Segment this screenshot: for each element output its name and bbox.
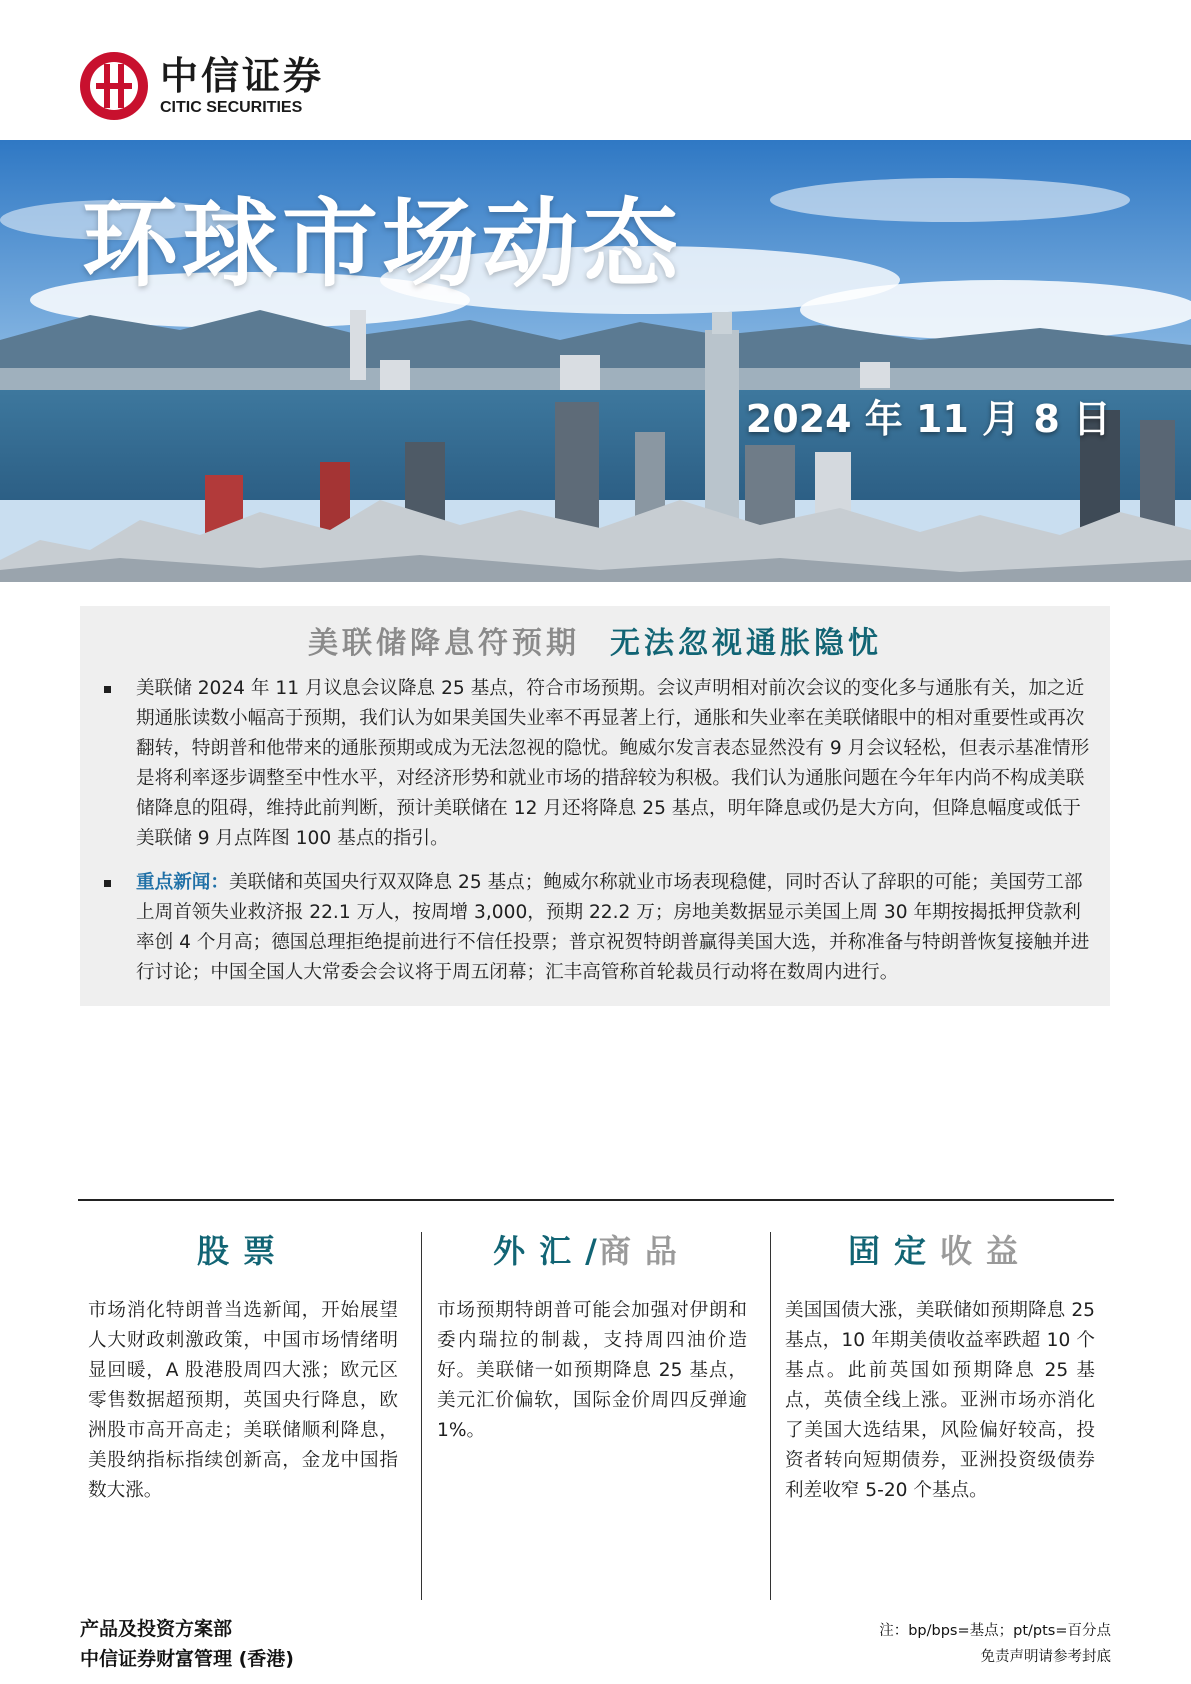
- citic-logo-icon: [78, 50, 150, 122]
- fixed-income-body: 美国国债大涨，美联储如预期降息 25 基点，10 年期美债收益率跌超 10 个基点。此前英国如预期降息 25 基点，英债全线上涨。亚洲市场亦消化了美国大选结果，风险偏好较高，投资者转向短期债券，亚洲投资级债券利差收窄 5-20 个基点。: [785, 1300, 1095, 1501]
- bullet-square-icon: [104, 880, 111, 887]
- equity-title: [88, 1228, 398, 1274]
- fx-commodities-body: 市场预期特朗普可能会加强对伊朗和委内瑞拉的制裁，支持周四油价造好。美联储一如预期降息 25 基点，美元汇价偏软，国际金价周四反弹逾 1%。: [437, 1300, 747, 1441]
- column-divider: [421, 1232, 422, 1600]
- summary-bullets: [94, 674, 1094, 988]
- fx-commodities-column: [437, 1228, 747, 1446]
- summary-heading-part1: 美联储降息符预期: [308, 626, 580, 661]
- logo-chinese-name: 中信证券: [160, 53, 325, 98]
- section-divider: [78, 1199, 1114, 1201]
- footer-department: 产品及投资方案部: [80, 1618, 233, 1640]
- summary-heading: [80, 618, 1110, 662]
- fx-title-separator: /: [585, 1232, 599, 1270]
- commodities-title-text: 商品: [598, 1232, 691, 1270]
- equity-column: [88, 1228, 398, 1506]
- summary-box: [80, 606, 1110, 1006]
- citic-logo: [78, 48, 324, 123]
- fixed-income-column: [785, 1228, 1095, 1506]
- footer-company: 中信证券财富管理 (香港): [80, 1648, 294, 1670]
- report-date: 2024 年 11 月 8 日: [745, 397, 1111, 441]
- key-news-label: 重点新闻：: [136, 872, 229, 893]
- fx-commodities-title: [437, 1228, 747, 1274]
- logo-english-name: CITIC SECURITIES: [160, 98, 303, 116]
- report-title: 环球市场动态: [82, 188, 682, 300]
- fixed-income-title: [785, 1228, 1095, 1274]
- summary-heading-part2: 无法忽视通胀隐忧: [610, 626, 882, 661]
- equity-body: 市场消化特朗普当选新闻，开始展望人大财政刺激政策，中国市场情绪明显回暖，A 股港股周四大涨；欧元区零售数据超预期，英国央行降息，欧洲股市高开高走；美联储顺利降息，美股纳指标指续创新高，金龙中国指数大涨。: [88, 1300, 398, 1501]
- footer-left: [80, 1614, 294, 1674]
- summary-bullet-fed-text: 美联储 2024 年 11 月议息会议降息 25 基点，符合市场预期。会议声明相对前次会议的变化多与通胀有关，加之近期通胀读数小幅高于预期，我们认为如果美国失业率不再显著上行，通胀和失业率在美联储眼中的相对重要性或再次翻转，特朗普和他带来的通胀预期或成为无法忽视的隐忧。鲍威尔发言表态显然没有 9 月会议轻松，但表示基准情形是将利率逐步调整至中性水平，对经济形势和就业市场的措辞较为积极。我们认为通胀问题在今年年内尚不构成美联储降息的阻碍，维持此前判断，预计美联储在 12 月还将降息 25 基点，明年降息或仍是大方向，但降息幅度或低于美联储 9 月点阵图 100 基点的指引。: [136, 678, 1090, 849]
- summary-bullet-news: [94, 868, 1094, 988]
- fixed-income-title-part2: 收益: [940, 1232, 1033, 1270]
- footer-right: [879, 1618, 1111, 1670]
- footer-note: 注：bp/bps=基点；pt/pts=百分点: [879, 1623, 1111, 1639]
- equity-title-text: 股票: [196, 1232, 289, 1270]
- bullet-square-icon: [104, 686, 111, 693]
- fx-title-text: 外汇: [493, 1232, 586, 1270]
- summary-bullet-fed: [94, 674, 1094, 854]
- hero-banner: [0, 140, 1191, 582]
- fixed-income-title-part1: 固定: [847, 1232, 940, 1270]
- column-divider: [770, 1232, 771, 1600]
- footer-disclaimer: 免责声明请参考封底: [980, 1649, 1111, 1665]
- key-news-text: 美联储和英国央行双双降息 25 基点；鲍威尔称就业市场表现稳健，同时否认了辞职的可能；美国劳工部上周首领失业救济报 22.1 万人，按周增 3,000，预期 22.2 万；房地美数据显示美国上周 30 年期按揭抵押贷款利率创 4 个月高；德国总理拒绝提前进行不信任投票；普京祝贺特朗普赢得美国大选，并称准备与特朗普恢复接触并进行讨论；中国全国人大常委会会议将于周五闭幕；汇丰高管称首轮裁员行动将在数周内进行。: [136, 872, 1090, 983]
